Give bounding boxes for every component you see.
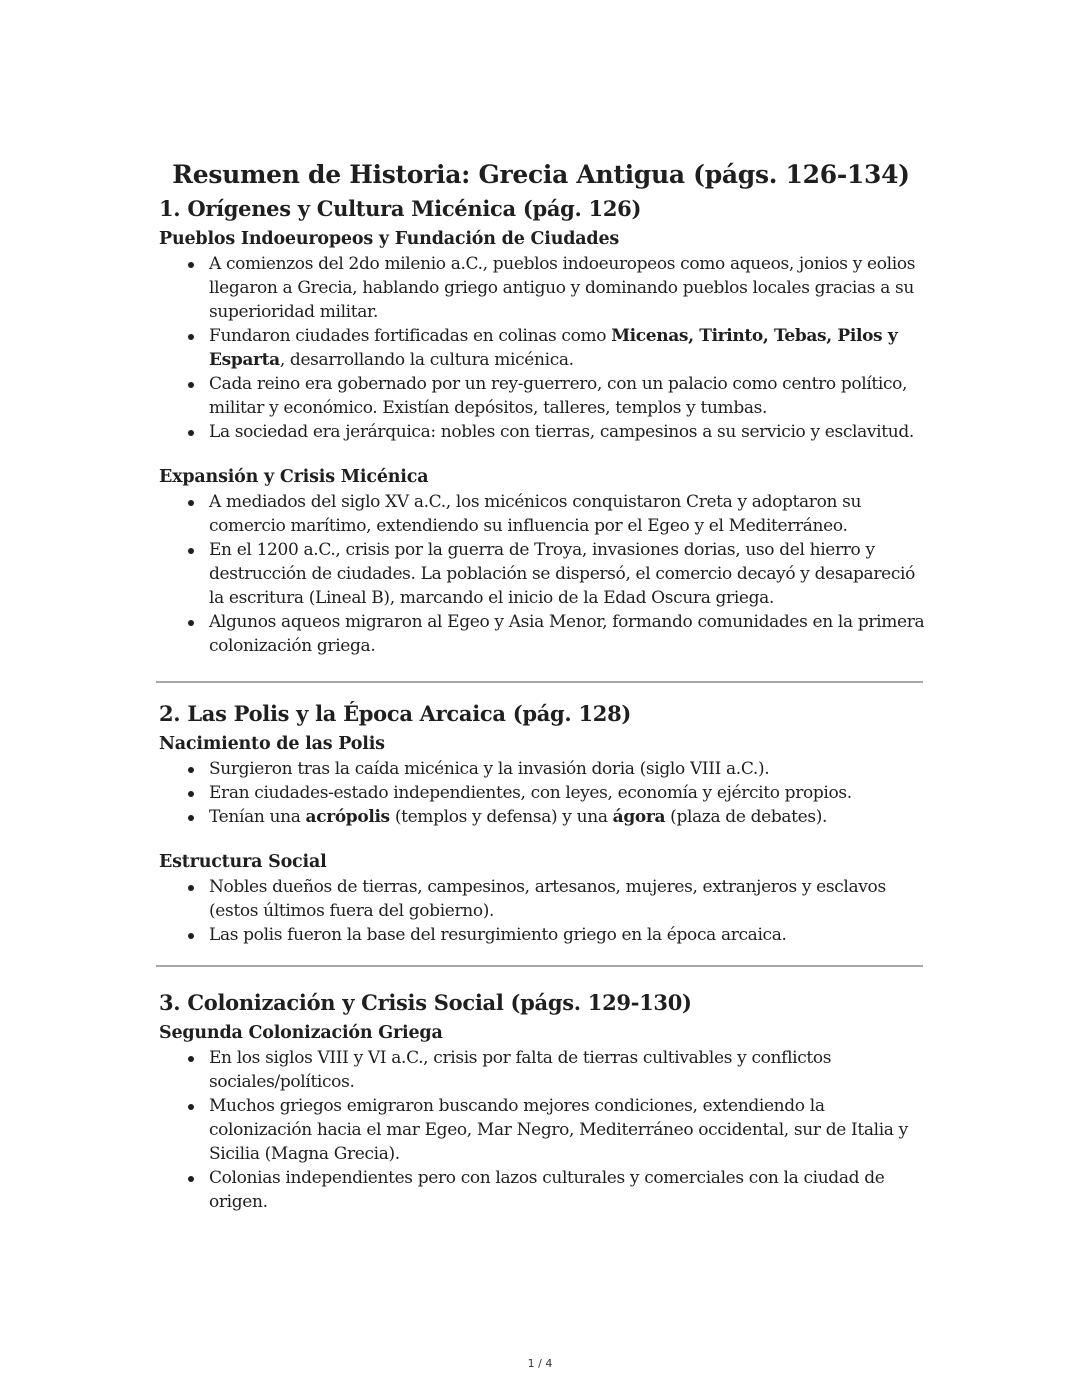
bullet-list — [209, 1046, 925, 1214]
subsection-title: Estructura Social — [159, 852, 327, 872]
bullet-item — [209, 875, 925, 923]
section-divider — [156, 965, 923, 967]
bullet-item — [209, 324, 925, 372]
bullet-list — [209, 490, 925, 658]
bullet-text: Colonias independientes pero con lazos culturales y comerciales con la ciudad de origen. — [209, 1168, 885, 1212]
bullet-text: Nobles dueños de tierras, campesinos, artesanos, mujeres, extranjeros y esclavos (estos últimos fuera del gobierno). — [209, 877, 886, 921]
bullet-text: En los siglos VIII y VI a.C., crisis por falta de tierras cultivables y conflictos sociales/políticos. — [209, 1048, 832, 1092]
bullet-item — [209, 923, 925, 947]
bullet-item — [209, 1094, 925, 1166]
page-number: 1 / 4 — [527, 1357, 553, 1370]
section-colonizacion — [159, 988, 925, 1214]
bullet-text: Fundaron ciudades fortificadas en colinas como — [209, 326, 612, 346]
bullet-text: A comienzos del 2do milenio a.C., pueblos indoeuropeos como aqueos, jonios y eolios llegaron a Grecia, hablando griego antiguo y dominando pueblos locales gracias a su superioridad militar. — [209, 254, 916, 322]
section-title: 2. Las Polis y la Época Arcaica (pág. 128) — [159, 701, 632, 726]
bullet-item — [209, 252, 925, 324]
bullet-item — [209, 490, 925, 538]
bullet-list — [209, 757, 925, 829]
bold-text: acrópolis — [305, 807, 390, 827]
subsection-expansion — [159, 464, 925, 658]
bullet-text: A mediados del siglo XV a.C., los micénicos conquistaron Creta y adoptaron su comercio marítimo, extendiendo su influencia por el Egeo y el Mediterráneo. — [209, 492, 862, 536]
bullet-item — [209, 420, 925, 444]
section-title: 1. Orígenes y Cultura Micénica (pág. 126) — [159, 196, 642, 221]
subsection-estructura — [159, 849, 925, 947]
bullet-list — [209, 252, 925, 444]
bullet-item — [209, 757, 925, 781]
document-title: Resumen de Historia: Grecia Antigua (págs. 126-134) — [172, 160, 910, 189]
bullet-text: (templos y defensa) y una — [389, 807, 613, 827]
bullet-list — [209, 875, 925, 947]
subsection-title: Expansión y Crisis Micénica — [159, 467, 429, 487]
section-divider — [156, 681, 923, 683]
bullet-text: Las polis fueron la base del resurgimiento griego en la época arcaica. — [209, 925, 787, 945]
bullet-item — [209, 538, 925, 610]
bullet-text: La sociedad era jerárquica: nobles con tierras, campesinos a su servicio y esclavitud. — [209, 422, 914, 442]
bullet-text: En el 1200 a.C., crisis por la guerra de Troya, invasiones dorias, uso del hierro y destrucción de ciudades. La población se dispersó, el comercio decayó y desapareció la escritura (Lineal B), marcando el inicio de la Edad Oscura griega. — [209, 540, 915, 608]
subsection-nacimiento — [159, 731, 925, 829]
bullet-item — [209, 372, 925, 420]
bullet-item — [209, 610, 925, 658]
bullet-text: Muchos griegos emigraron buscando mejores condiciones, extendiendo la colonización hacia el mar Egeo, Mar Negro, Mediterráneo occidental, sur de Italia y Sicilia (Magna Grecia). — [209, 1096, 908, 1164]
bullet-text: Surgieron tras la caída micénica y la invasión doria (siglo VIII a.C.). — [209, 759, 770, 779]
bullet-text: Eran ciudades-estado independientes, con leyes, economía y ejército propios. — [209, 783, 852, 803]
section-title: 3. Colonización y Crisis Social (págs. 129-130) — [159, 990, 692, 1015]
bullet-text: Cada reino era gobernado por un rey-guerrero, con un palacio como centro político, militar y económico. Existían depósitos, talleres, templos y tumbas. — [209, 374, 908, 418]
section-origenes — [159, 194, 925, 658]
subsection-pueblos — [159, 226, 925, 444]
bullet-item — [209, 1046, 925, 1094]
bullet-item — [209, 1166, 925, 1214]
subsection-title: Nacimiento de las Polis — [159, 734, 385, 754]
subsection-segunda-colonizacion — [159, 1020, 925, 1214]
bullet-text: Tenían una — [209, 807, 306, 827]
subsection-title: Pueblos Indoeuropeos y Fundación de Ciudades — [159, 229, 620, 249]
bold-text: Micenas, Tirinto, Tebas, Pilos y Esparta — [209, 326, 898, 370]
subsection-title: Segunda Colonización Griega — [159, 1023, 443, 1043]
document-content — [159, 158, 925, 1214]
bullet-item — [209, 781, 925, 805]
bullet-text: (plaza de debates). — [665, 807, 828, 827]
bullet-item — [209, 805, 925, 829]
section-polis — [159, 699, 925, 947]
bold-text: ágora — [612, 807, 666, 827]
bullet-text: , desarrollando la cultura micénica. — [279, 350, 574, 370]
bullet-text: Algunos aqueos migraron al Egeo y Asia Menor, formando comunidades en la primera colonización griega. — [209, 612, 925, 656]
